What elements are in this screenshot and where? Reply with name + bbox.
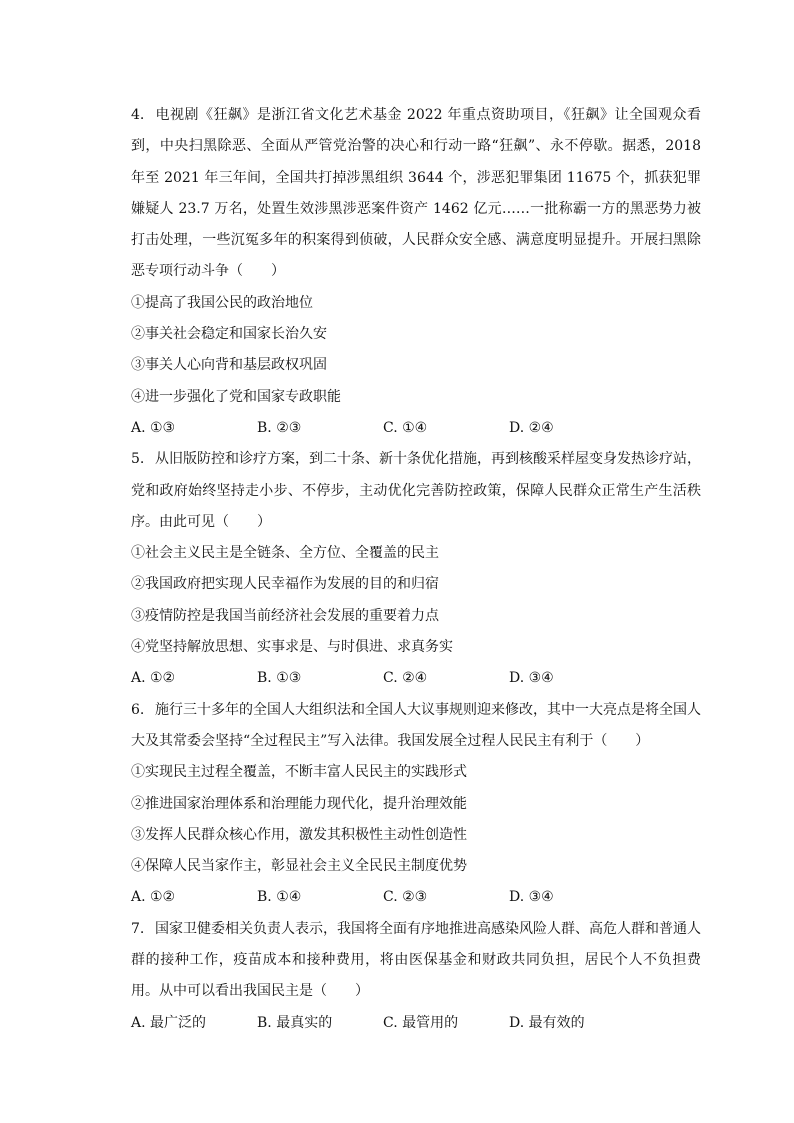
answer-choices (131, 1008, 701, 1039)
choice-c: C. ②③ (383, 889, 428, 906)
statement-3: ③发挥人民群众核心作用，激发其积极性主动性创造性 (131, 826, 467, 843)
statement-3: ③事关人心向背和基层政权巩固 (131, 357, 327, 374)
question-number: 4. (131, 107, 145, 123)
question-stem (131, 914, 701, 1008)
statement-1: ①社会主义民主是全链条、全方位、全覆盖的民主 (131, 545, 439, 562)
answer-choices (131, 413, 701, 444)
question-text: 国家卫健委相关负责人表示，我国将全面有序地推进高感染风险人群、高危人群和普通人群的接种工作，疫苗成本和接种费用，将由医保基金和财政共同负担，居民个人不负担费用。从中可以看出我国民主是（ ） (131, 920, 701, 1000)
choice-d: D. 最有效的 (509, 1014, 585, 1031)
question-6 (131, 695, 701, 914)
answer-choices (131, 663, 701, 694)
choice-b: B. ②③ (257, 419, 302, 436)
question-number: 5. (131, 451, 145, 468)
question-number: 7. (131, 920, 145, 937)
question-number: 6. (131, 701, 145, 718)
question-text: 从旧版防控和诊疗方案，到二十条、新十条优化措施，再到核酸采样屋变身发热诊疗站，党和政府始终坚持走小步、不停步，主动优化完善防控政策，保障人民群众正常生产生活秩序。由此可见（ ） (131, 451, 701, 530)
choice-d: D. ③④ (509, 889, 554, 906)
question-stem (131, 100, 701, 288)
choice-c: C. ①④ (383, 419, 428, 436)
question-stem (131, 444, 701, 538)
statement-1: ①提高了我国公民的政治地位 (131, 294, 313, 311)
question-5 (131, 444, 701, 694)
statement-2: ②事关社会稳定和国家长治久安 (131, 326, 327, 343)
question-4 (131, 100, 701, 444)
choice-b: B. ①④ (257, 889, 302, 906)
choice-a: A. ①② (131, 889, 176, 906)
question-text: 电视剧《狂飙》是浙江省文化艺术基金 2022 年重点资助项目，《狂飙》让全国观众看到，中央扫黑除恶、全面从严管党治警的决心和行动一路“狂飙”、永不停歇。据悉，2018 年至 2021 年三年间，全国共打掉涉黑组织 3644 个，涉恶犯罪集团 11675 个，抓获犯罪嫌疑人 23.7 万名，处置生效涉黑涉恶案件资产 1462 亿元……一批称霸一方的黑恶势力被打击处理，一些沉冤多年的积案得到侦破，人民群众安全感、满意度明显提升。开展扫黑除恶专项行动斗争（ ） (131, 107, 701, 280)
question-text: 施行三十多年的全国人大组织法和全国人大议事规则迎来修改，其中一大亮点是将全国人大及其常委会坚持“全过程民主”写入法律。我国发展全过程人民民主有利于（ ） (131, 701, 701, 749)
statement-4: ④党坚持解放思想、实事求是、与时俱进、求真务实 (131, 639, 453, 656)
statement-4: ④保障人民当家作主，彰显社会主义全民民主制度优势 (131, 858, 467, 875)
choice-d: D. ③④ (509, 670, 554, 687)
question-7 (131, 914, 701, 1039)
choice-d: D. ②④ (509, 419, 554, 436)
choice-b: B. ①③ (257, 670, 302, 687)
choice-a: A. ①② (131, 670, 176, 687)
statement-2: ②我国政府把实现人民幸福作为发展的目的和归宿 (131, 576, 439, 593)
question-stem (131, 695, 701, 758)
question-list (131, 100, 701, 1039)
choice-a: A. ①③ (131, 419, 176, 436)
choice-a: A. 最广泛的 (131, 1014, 207, 1031)
statement-1: ①实现民主过程全覆盖，不断丰富人民民主的实践形式 (131, 764, 467, 781)
statement-3: ③疫情防控是我国当前经济社会发展的重要着力点 (131, 607, 439, 624)
choice-b: B. 最真实的 (257, 1014, 333, 1031)
choice-c: C. ②④ (383, 670, 428, 687)
statement-4: ④进一步强化了党和国家专政职能 (131, 388, 341, 405)
statement-2: ②推进国家治理体系和治理能力现代化，提升治理效能 (131, 795, 467, 812)
answer-choices (131, 882, 701, 913)
choice-c: C. 最管用的 (383, 1014, 459, 1031)
